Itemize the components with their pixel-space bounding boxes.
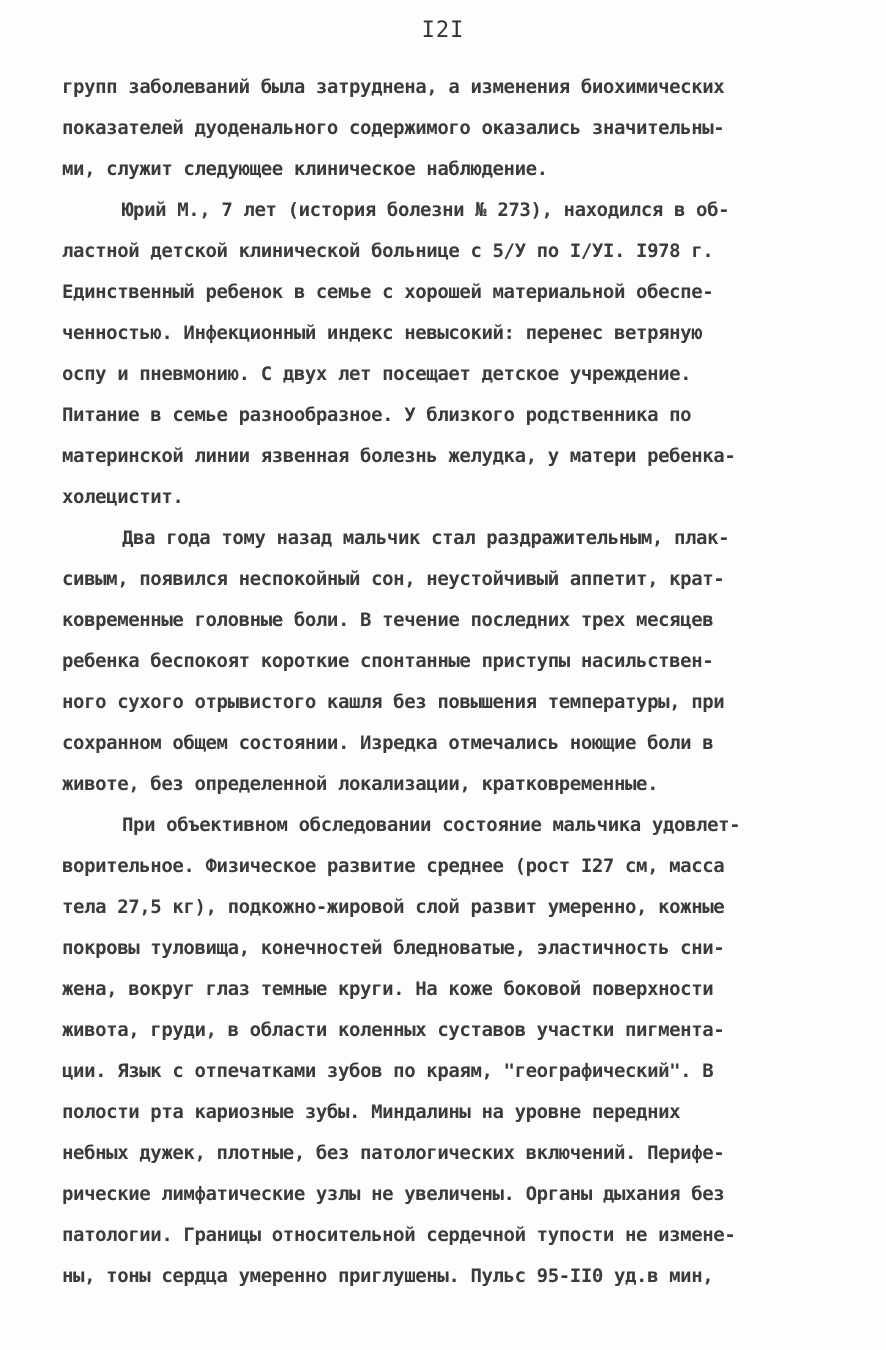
text-line: жена, вокруг глаз темные круги. На коже боковой поверхности [62, 978, 714, 1000]
text-line: живота, груди, в области коленных суставов участки пигмента- [62, 1019, 725, 1041]
text-line: рические лимфатические узлы не увеличены. Органы дыхания без [62, 1183, 725, 1205]
text-line: ми, служит следующее клиническое наблюдение. [62, 158, 548, 180]
text-line: Питание в семье разнообразное. У близкого родственника по [62, 404, 692, 426]
text-line: покровы туловища, конечностей бледноватые, эластичность сни- [62, 937, 725, 959]
text-line: небных дужек, плотные, без патологических включений. Перифе- [62, 1142, 725, 1164]
paragraph-first-line: Юрий М., 7 лет (история болезни № 273), находился в об- [122, 199, 730, 221]
text-line: оспу и пневмонию. С двух лет посещает детское учреждение. [62, 363, 692, 385]
text-line: ченностью. Инфекционный индекс невысокий: перенес ветряную [62, 322, 703, 344]
text-line: сивым, появился неспокойный сон, неустойчивый аппетит, крат- [62, 568, 725, 590]
text-line: тела 27,5 кг), подкожно-жировой слой развит умеренно, кожные [62, 896, 725, 918]
page-number: I2I [421, 18, 465, 43]
text-line: ребенка беспокоят короткие спонтанные приступы насильствен- [62, 650, 714, 672]
text-line: животе, без определенной локализации, кратковременные. [62, 773, 659, 795]
paragraph-first-line: Два года тому назад мальчик стал раздражительным, плак- [122, 527, 730, 549]
text-line: патологии. Границы относительной сердечной тупости не измене- [62, 1224, 736, 1246]
text-line: ластной детской клинической больнице с 5/У по I/УI. I978 г. [62, 240, 714, 262]
text-line: ции. Язык с отпечатками зубов по краям, "географический". В [62, 1060, 714, 1082]
text-line: ворительное. Физическое развитие среднее (рост I27 см, масса [62, 855, 725, 877]
text-line: ковременные головные боли. В течение последних трех месяцев [62, 609, 714, 631]
text-line: показателей дуоденального содержимого оказались значительны- [62, 117, 725, 139]
text-line: сохранном общем состоянии. Изредка отмечались ноющие боли в [62, 732, 714, 754]
text-line: ны, тоны сердца умеренно приглушены. Пульс 95-II0 уд.в мин, [62, 1265, 714, 1287]
body-text [62, 72, 832, 1302]
text-line: ного сухого отрывистого кашля без повышения температуры, при [62, 691, 725, 713]
text-line: полости рта кариозные зубы. Миндалины на уровне передних [62, 1101, 681, 1123]
text-line: материнской линии язвенная болезнь желудка, у матери ребенка- [62, 445, 736, 467]
text-line: Единственный ребенок в семье с хорошей материальной обеспе- [62, 281, 714, 303]
paragraph-first-line: При объективном обследовании состояние мальчика удовлет- [122, 814, 741, 836]
text-line: холецистит. [62, 486, 184, 508]
text-line: групп заболеваний была затруднена, а изменения биохимических [62, 76, 725, 98]
